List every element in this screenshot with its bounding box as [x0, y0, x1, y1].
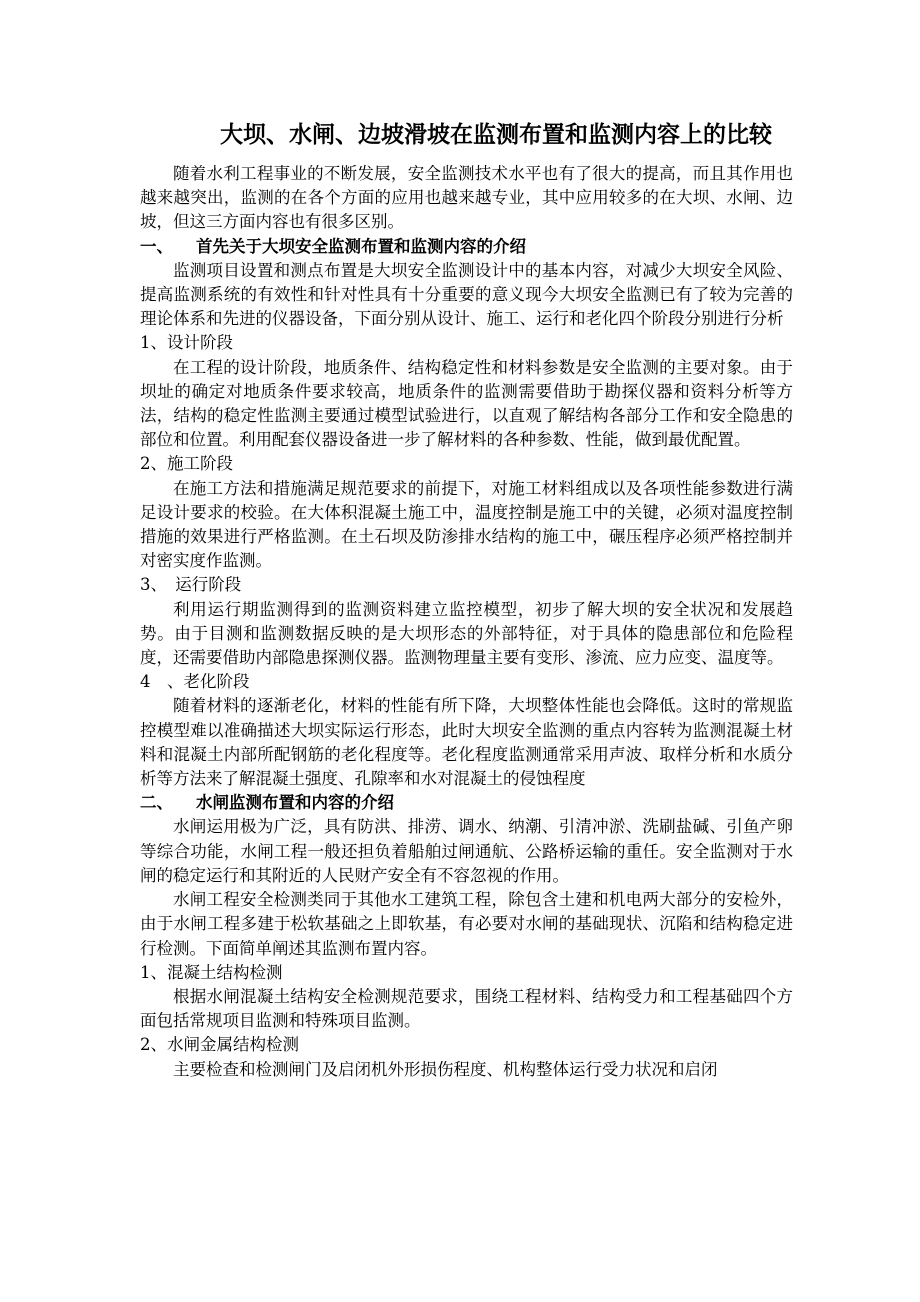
- section-2-title: 水闸监测布置和内容的介绍: [196, 793, 394, 813]
- section-1-heading: [140, 235, 793, 259]
- document-page: [140, 118, 793, 1082]
- document-title: 大坝、水闸、边坡滑坡在监测布置和监测内容上的比较: [220, 121, 772, 148]
- item-2-heading: 2、水闸金属结构检测: [140, 1035, 299, 1055]
- stage-1-text: 在工程的设计阶段，地质条件、结构稳定性和材料参数是安全监测的主要对象。由于坝址的确定对地质条件要求较高，地质条件的监测需要借助于勘探仪器和资料分析等方法，结构的稳定性监测主要通过模型试验进行，以直观了解结构各部分工作和安全隐患的部位和位置。利用配套仪器设备进一步了解材料的各种参数、性能，做到最优配置。: [140, 357, 793, 450]
- stage-1-heading: 1、设计阶段: [140, 333, 233, 353]
- intro-paragraph: 随着水利工程事业的不断发展，安全监测技术水平也有了很大的提高，而且其作用也越来越突出，监测的在各个方面的应用也越来越专业，其中应用较多的在大坝、水闸、边坡，但这三方面内容也有很多区别。: [140, 164, 793, 232]
- section-2-number: 二、: [140, 793, 173, 813]
- item-1-heading: 1、混凝土结构检测: [140, 962, 283, 982]
- section-1-intro: 监测项目设置和测点布置是大坝安全监测设计中的基本内容，对减少大坝安全风险、提高监测系统的有效性和针对性具有十分重要的意义现今大坝安全监测已有了较为完善的理论体系和先进的仪器设备，下面分别从设计、施工、运行和老化四个阶段分别进行分析: [140, 260, 793, 329]
- section-2-heading: [140, 791, 793, 815]
- section-2-paragraph-2: 水闸工程安全检测类同于其他水工建筑工程，除包含土建和机电两大部分的安检外，由于水闸工程多建于松软基础之上即软基，有必要对水闸的基础现状、沉陷和结构稳定进行检测。下面简单阐述其监测布置内容。: [140, 890, 793, 958]
- stage-2-text: 在施工方法和措施满足规范要求的前提下，对施工材料组成以及各项性能参数进行满足设计要求的校验。在大体积混凝土施工中，温度控制是施工中的关键，必须对温度控制措施的效果进行严格监测。在土石坝及防渗排水结构的施工中，碾压程序必须严格控制并对密实度作监测。: [140, 478, 793, 571]
- item-2-text: 主要检查和检测闸门及启闭机外形损伤程度、机构整体运行受力状况和启闭: [173, 1059, 718, 1079]
- section-1-title: 首先关于大坝安全监测布置和监测内容的介绍: [196, 236, 526, 256]
- stage-3-heading: 3、 运行阶段: [140, 575, 242, 595]
- stage-2-heading: 2、施工阶段: [140, 454, 233, 474]
- item-1-text: 根据水闸混凝土结构安全检测规范要求，围绕工程材料、结构受力和工程基础四个方面包括常规项目监测和特殊项目监测。: [140, 986, 793, 1031]
- stage-4-heading: 4 、老化阶段: [140, 672, 250, 692]
- section-2-paragraph-1: 水闸运用极为广泛，具有防洪、排涝、调水、纳潮、引清冲淤、洗刷盐碱、引鱼产卵等综合功能，水闸工程一般还担负着船舶过闸通航、公路桥运输的重任。安全监测对于水闸的稳定运行和其附近的人民财产安全有不容忽视的作用。: [140, 817, 793, 885]
- stage-4-text: 随着材料的逐渐老化，材料的性能有所下降，大坝整体性能也会降低。这时的常规监控模型难以准确描述大坝实际运行形态，此时大坝安全监测的重点内容转为监测混凝土材料和混凝土内部所配钢筋的老化程度等。老化程度监测通常采用声波、取样分析和水质分析等方法来了解混凝土强度、孔隙率和水对混凝土的侵蚀程度: [140, 696, 793, 789]
- stage-3-text: 利用运行期监测得到的监测资料建立监控模型，初步了解大坝的安全状况和发展趋势。由于目测和监测数据反映的是大坝形态的外部特征，对于具体的隐患部位和危险程度，还需要借助内部隐患探测仪器。监测物理量主要有变形、渗流、应力应变、温度等。: [140, 599, 793, 668]
- section-1-number: 一、: [140, 236, 173, 256]
